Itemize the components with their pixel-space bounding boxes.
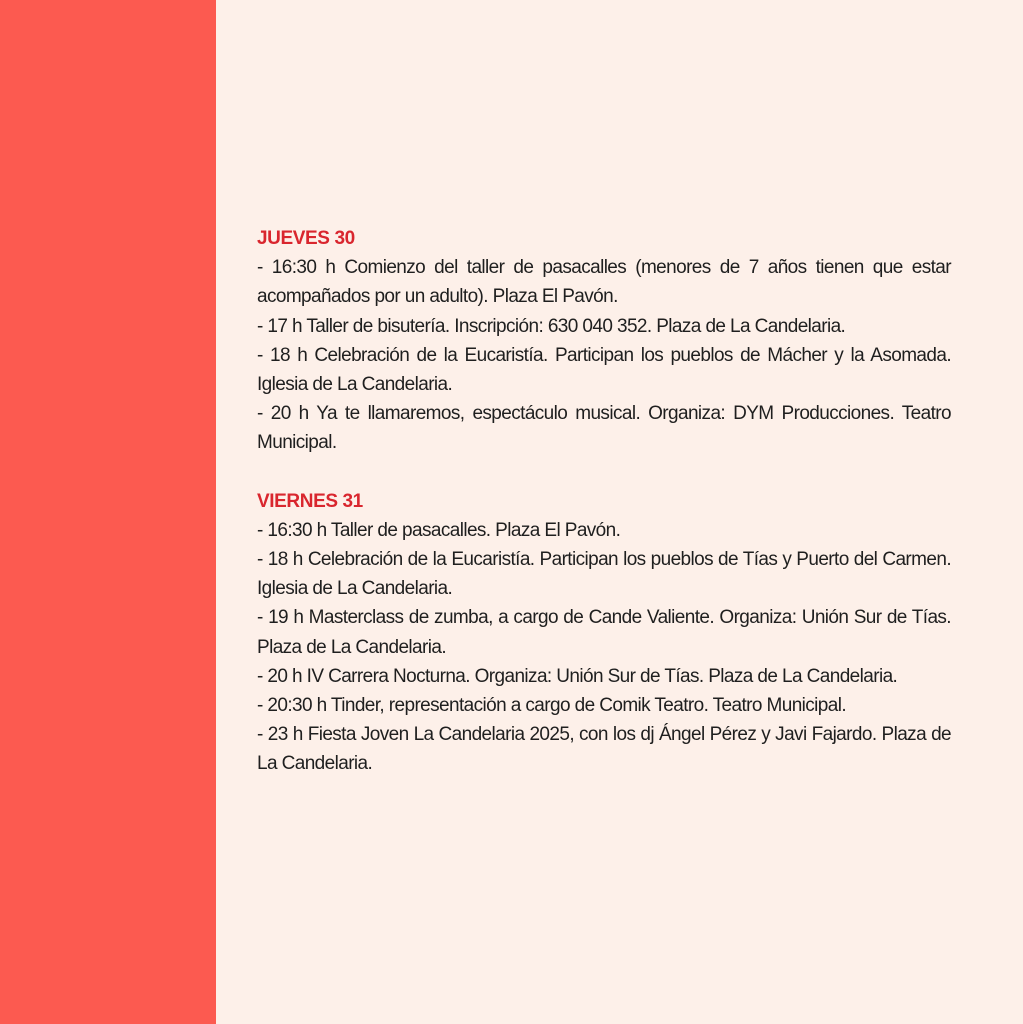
program-content bbox=[257, 224, 951, 779]
event-item: - 20 h Ya te llamaremos, espectáculo musical. Organiza: DYM Producciones. Teatro Municipal. bbox=[257, 403, 951, 454]
decorative-side-bar bbox=[0, 0, 216, 1024]
event-item: - 20:30 h Tinder, representación a cargo de Comik Teatro. Teatro Municipal. bbox=[257, 695, 847, 717]
day-heading: JUEVES 30 bbox=[257, 228, 355, 249]
day-section-friday bbox=[257, 487, 951, 779]
event-item: - 19 h Masterclass de zumba, a cargo de Cande Valiente. Organiza: Unión Sur de Tías. Plaza de La Candelaria. bbox=[257, 607, 951, 658]
event-item: - 16:30 h Taller de pasacalles. Plaza El Pavón. bbox=[257, 519, 621, 541]
event-item: - 18 h Celebración de la Eucaristía. Participan los pueblos de Tías y Puerto del Carmen. Iglesia de La Candelaria. bbox=[257, 549, 951, 600]
event-item: - 17 h Taller de bisutería. Inscripción: 630 040 352. Plaza de La Candelaria. bbox=[257, 315, 846, 337]
day-section-thursday bbox=[257, 224, 951, 458]
event-item: - 20 h IV Carrera Nocturna. Organiza: Unión Sur de Tías. Plaza de La Candelaria. bbox=[257, 665, 898, 687]
day-heading: VIERNES 31 bbox=[257, 490, 363, 512]
event-item: - 16:30 h Comienzo del taller de pasacalles (menores de 7 años tienen que estar acompañados por un adulto). Plaza El Pavón. bbox=[257, 257, 951, 308]
event-item: - 23 h Fiesta Joven La Candelaria 2025, con los dj Ángel Pérez y Javi Fajardo. Plaza de La Candelaria. bbox=[257, 724, 951, 775]
event-item: - 18 h Celebración de la Eucaristía. Participan los pueblos de Mácher y la Asomada. Iglesia de La Candelaria. bbox=[257, 344, 951, 396]
